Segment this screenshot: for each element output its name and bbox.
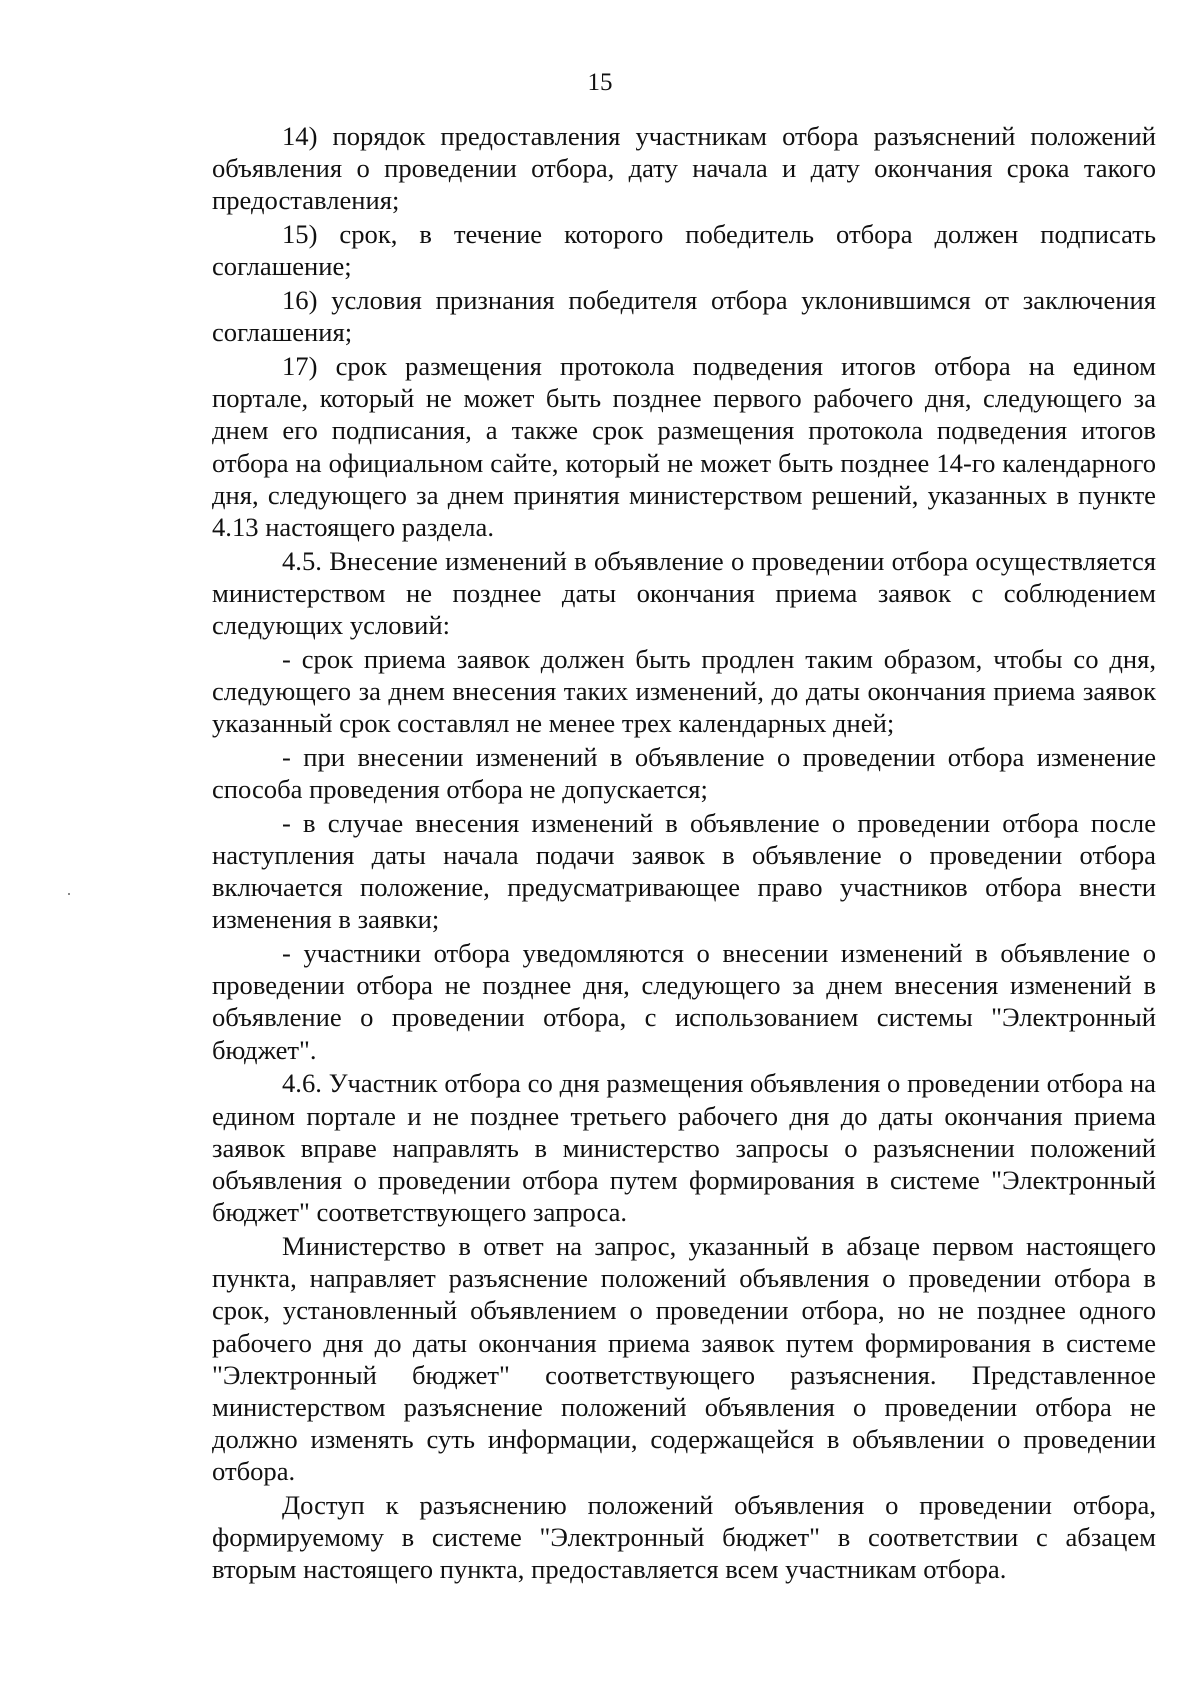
paragraph-item-15: 15) срок, в течение которого победитель отбора должен подписать соглашение; (212, 219, 1156, 282)
paragraph-access: Доступ к разъяснению положений объявления о проведении отбора, формируемому в системе "Электронный бюджет" в соответствии с абзацем вторым настоящего пункта, предоставляется всем участникам отбора. (212, 1490, 1156, 1585)
paragraph-condition-2: - при внесении изменений в объявление о проведении отбора изменение способа проведения отбора не допускается; (212, 741, 1156, 805)
document-body (212, 120, 1156, 1587)
paragraph-item-16: 16) условия признания победителя отбора уклонившимся от заключения соглашения; (212, 285, 1156, 348)
paragraph-item-14: 14) порядок предоставления участникам отбора разъяснений положений объявления о проведении отбора, дату начала и дату окончания срока такого предоставления; (212, 121, 1156, 216)
scan-speck (68, 893, 70, 895)
paragraph-section-4-6: 4.6. Участник отбора со дня размещения объявления о проведении отбора на едином портале и не позднее третьего рабочего дня до даты окончания приема заявок вправе направлять в министерство запросы о разъяснении положений объявления о проведении отбора путем формирования в системе "Электронный бюджет" соответствующего запроса. (212, 1068, 1156, 1228)
paragraph-ministry-response: Министерство в ответ на запрос, указанный в абзаце первом настоящего пункта, направляет разъяснение положений объявления о проведении отбора в срок, установленный объявлением о проведении отбора, но не позднее одного рабочего дня до даты окончания приема заявок путем формирования в системе "Электронный бюджет" соответствующего разъяснения. Представленное министерством разъяснение положений объявления о проведении отбора не должно изменять суть информации, содержащейся в объявлении о проведении отбора. (212, 1230, 1156, 1487)
paragraph-section-4-5: 4.5. Внесение изменений в объявление о проведении отбора осуществляется министерством не позднее даты окончания приема заявок с соблюдением следующих условий: (212, 545, 1156, 641)
paragraph-condition-3: - в случае внесения изменений в объявление о проведении отбора после наступления даты начала подачи заявок в объявление о проведении отбора включается положение, предусматривающее право участников отбора внести изменения в заявки; (212, 807, 1156, 935)
page-number: 15 (587, 69, 613, 96)
paragraph-condition-1: - срок приема заявок должен быть продлен таким образом, чтобы со дня, следующего за днем внесения таких изменений, до даты окончания приема заявок указанный срок составлял не менее трех календарных дней; (212, 643, 1156, 739)
paragraph-item-17: 17) срок размещения протокола подведения итогов отбора на едином портале, который не может быть позднее первого рабочего дня, следующего за днем его подписания, а также срок размещения протокола подведения итогов отбора на официальном сайте, который не может быть позднее 14-го календарного дня, следующего за днем принятия министерством решений, указанных в пункте 4.13 настоящего раздела. (212, 350, 1156, 542)
paragraph-condition-4: - участники отбора уведомляются о внесении изменений в объявление о проведении отбора не позднее дня, следующего за днем внесения изменений в объявление о проведении отбора, с использованием системы "Электронный бюджет". (212, 938, 1156, 1065)
